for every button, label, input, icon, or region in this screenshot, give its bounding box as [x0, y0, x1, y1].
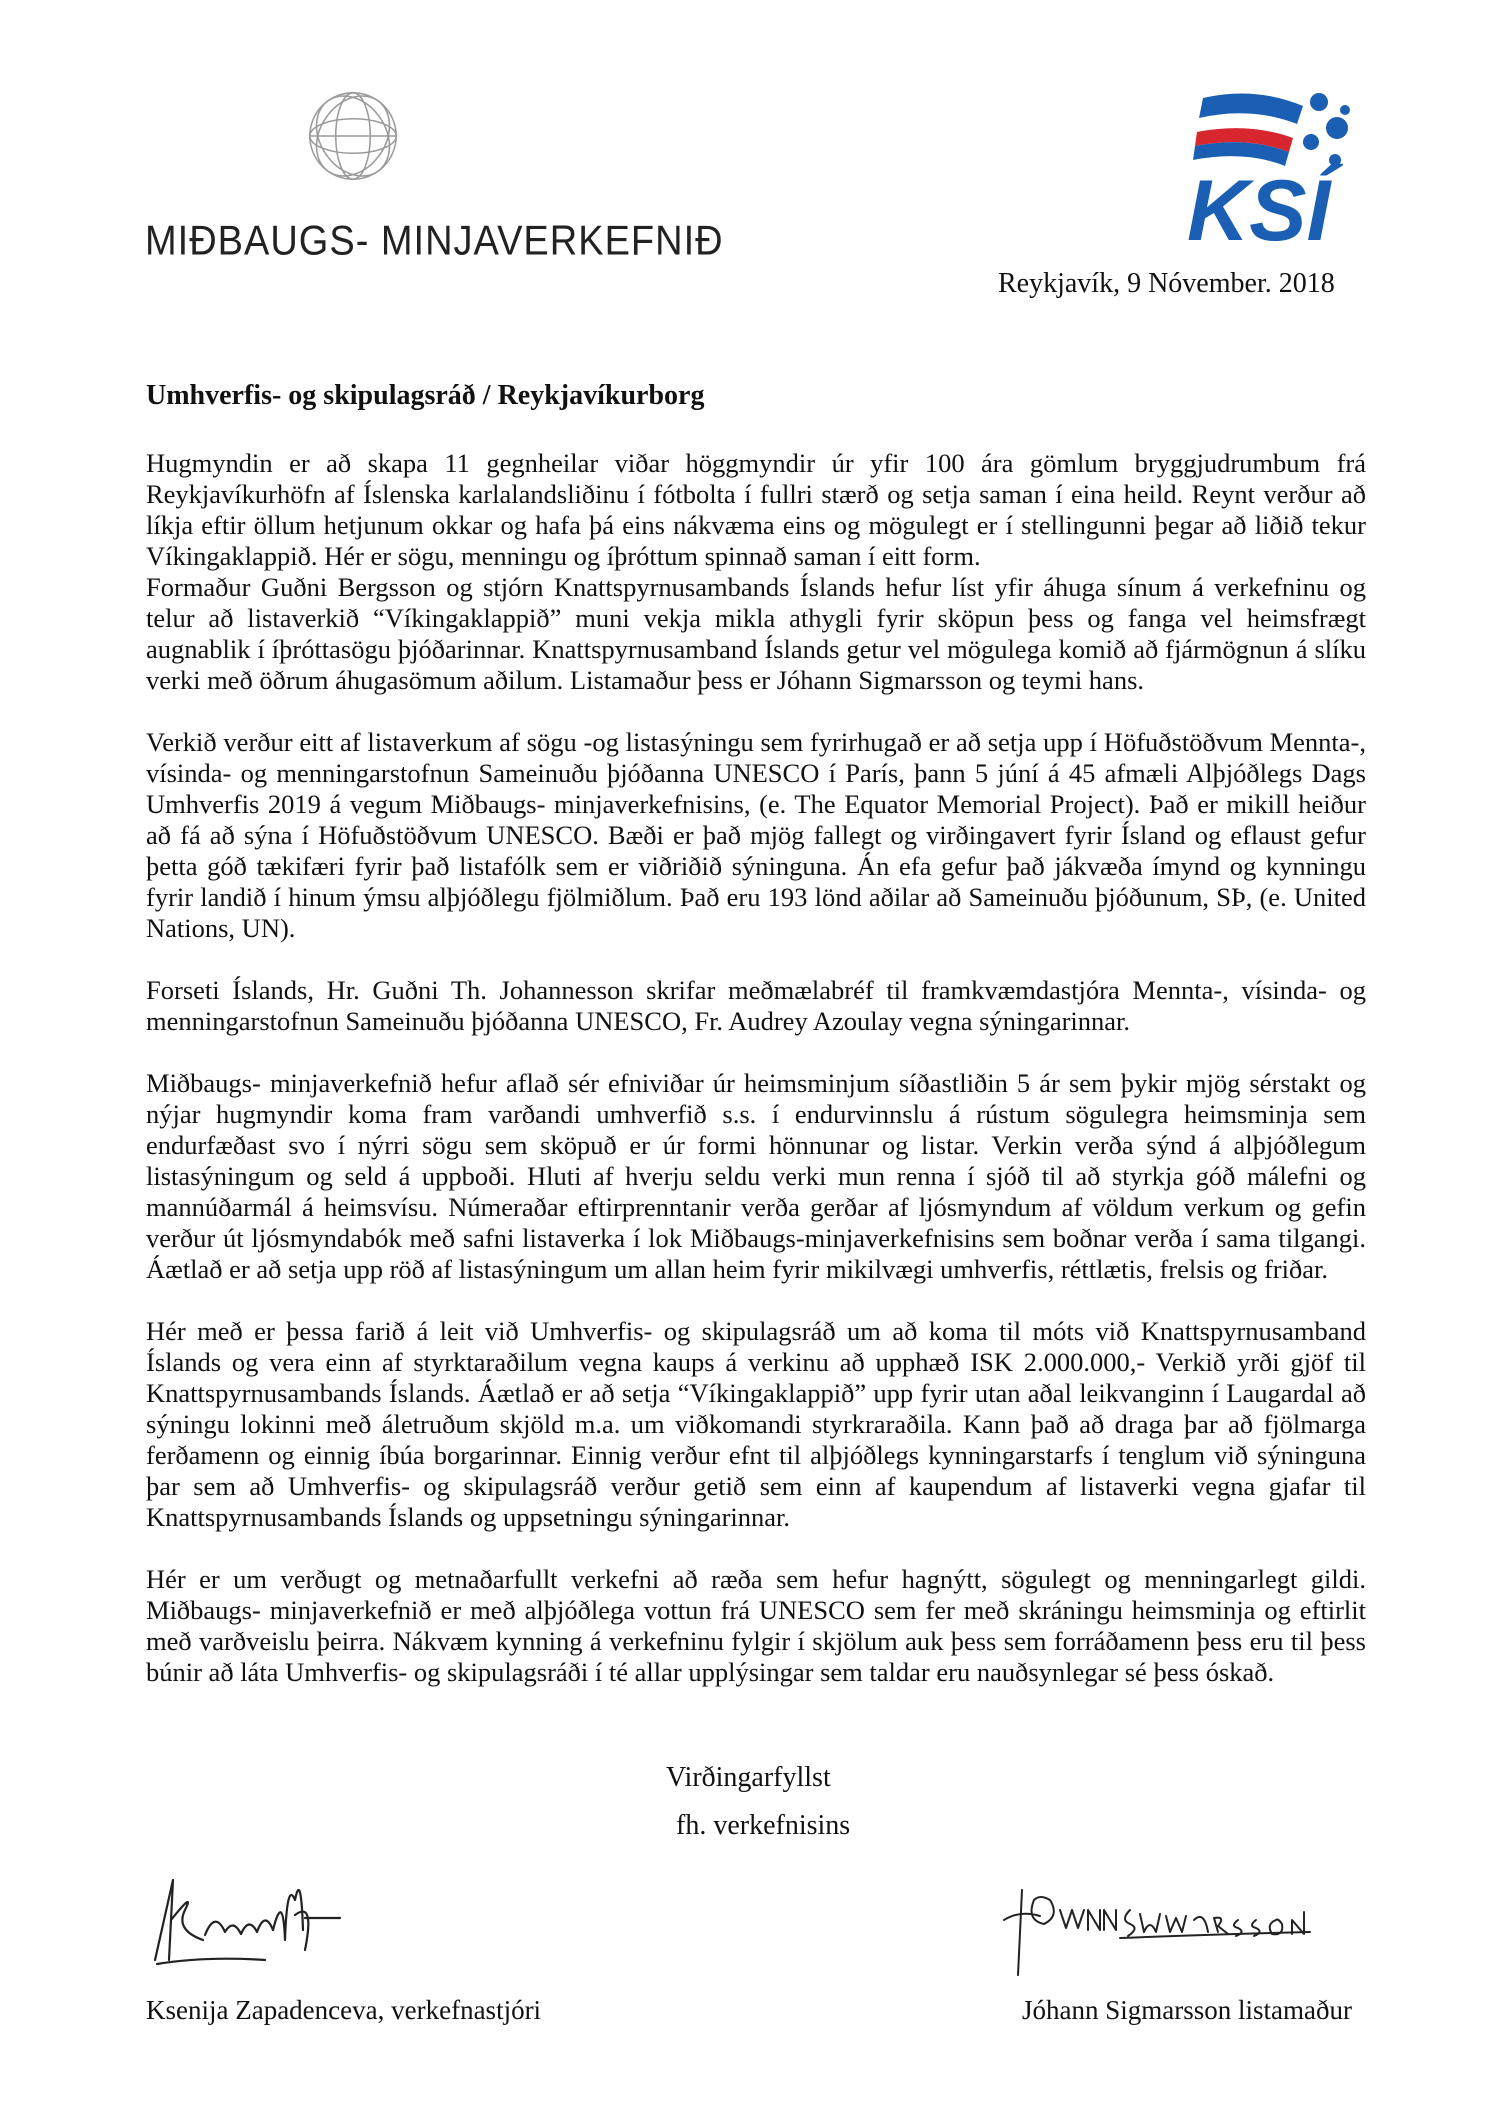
signer-right-name: Jóhann Sigmarsson listamaður	[1022, 1995, 1352, 2025]
ksi-emblem-icon	[1185, 88, 1360, 248]
signer-left-name: Ksenija Zapadenceva, verkefnastjóri	[146, 1995, 542, 2025]
letter-body	[146, 448, 1366, 1688]
paragraph-4: Forseti Íslands, Hr. Guðni Th. Johannesson skrifar meðmælabréf til framkvæmdastjóra Mennta-, vísinda- og menningarstofnun Sameinuðu þjóðanna UNESCO, Fr. Audrey Azoulay vegna sýningarinnar.	[146, 975, 1366, 1036]
paragraph-6: Hér með er þessa farið á leit við Umhverfis- og skipulagsráð um að koma til móts við Knattspyrnusamband Íslands og vera einn af styrktaraðilum vegna kaups á verkinu að upphæð ISK 2.000.000,- Verkið yrði gjöf til Knattspyrnusambands Íslands. Áætlað er að setja “Víkingaklappið” upp fyrir utan aðal leikvanginn í Laugardal að sýningu lokinni með áletruðum skjöld m.a. um viðkomandi styrkraraðila. Kann það að draga þar að fjölmarga ferðamenn og einnig íbúa borgarinnar. Einnig verður efnt til alþjóðlegs kynningarstarfs í tenglum við sýninguna þar sem að Umhverfis- og skipulagsráð verður getið sem einn af kaupendum af listaverki vegna gjafar til Knattspyrnusambands Íslands og uppsetningu sýningarinnar.	[146, 1316, 1366, 1532]
recipient-heading: Umhverfis- og skipulagsráð / Reykjavíkurborg	[146, 380, 705, 411]
signature-right	[1000, 1880, 1340, 1980]
closing-salutation: Virðingarfyllst	[666, 1762, 831, 1793]
midbaugs-logo	[145, 88, 724, 268]
closing-on-behalf: fh. verkefnisins	[676, 1810, 851, 1841]
paragraph-2: Formaður Guðni Bergsson og stjórn Knattspyrnusambands Íslands hefur líst yfir áhuga sínum á verkefninu og telur að listaverkið “Víkingaklappið” muni vekja mikla athygli fyrir sköpun þess og fanga vel heimsfrægt augnablik í íþróttasögu þjóðarinnar. Knattspyrnusamband Íslands getur vel mögulega komið að fjármögnun á slíku verki með öðrum áhugasömum aðilum. Listamaður þess er Jóhann Sigmarsson og teymi hans.	[146, 572, 1366, 695]
ksi-logo-text: KSÍ	[1187, 163, 1331, 248]
globe-icon	[305, 88, 401, 184]
paragraph-3: Verkið verður eitt af listaverkum af sögu -og listasýningu sem fyrirhugað er að setja upp í Höfuðstöðvum Mennta-, vísinda- og menningarstofnun Sameinuðu þjóðanna UNESCO í París, þann 5 júní á 45 afmæli Alþjóðlegs Dags Umhverfis 2019 á vegum Miðbaugs- minjaverkefnisins, (e. The Equator Memorial Project). Það er mikill heiður að fá að sýna í Höfuðstöðvum UNESCO. Bæði er það mjög fallegt og virðingavert fyrir Ísland og eflaust gefur þetta góð tækifæri fyrir það listafólk sem er viðriðið sýninguna. Án efa gefur það jákvæða ímynd og kynningu fyrir landið í hinum ýmsu alþjóðlegu fjölmiðlum. Það eru 193 lönd aðilar að Sameinuðu þjóðunum, SÞ, (e. United Nations, UN).	[146, 727, 1366, 943]
paragraph-1: Hugmyndin er að skapa 11 gegnheilar viðar höggmyndir úr yfir 100 ára gömlum bryggjudrumbum frá Reykjavíkurhöfn af Íslenska karlalandsliðinu í fótbolta í fullri stærð og setja saman í eina heild. Reynt verður að líkja eftir öllum hetjunum okkar og hafa þá eins nákvæma eins og mögulegt er í stellingunni þegar að liðið tekur Víkingaklappið. Hér er sögu, menningu og íþróttum spinnað saman í eitt form.	[146, 448, 1366, 571]
letter-date: Reykjavík, 9 Nóvember. 2018	[998, 268, 1335, 299]
paragraph-7: Hér er um verðugt og metnaðarfullt verkefni að ræða sem hefur hagnýtt, sögulegt og menningarlegt gildi. Miðbaugs- minjaverkefnið er með alþjóðlega vottun frá UNESCO sem fer með skráningu heimsminja og eftirlit með varðveislu þeirra. Nákvæm kynning á verkefninu fylgir í skjölum auk þess sem forráðamenn þess eru til þess búnir að láta Umhverfis- og skipulagsráði í té allar upplýsingar sem taldar eru nauðsynlegar sé þess óskað.	[146, 1564, 1366, 1687]
signature-left	[145, 1860, 345, 1980]
ksi-logo	[1185, 88, 1360, 248]
midbaugs-logo-text: MIÐBAUGS- MINJAVERKEFNIÐ	[145, 218, 724, 265]
paragraph-5: Miðbaugs- minjaverkefnið hefur aflað sér efniviðar úr heimsminjum síðastliðin 5 ár sem þykir mjög sérstakt og nýjar hugmyndir koma fram varðandi umhverfið s.s. í endurvinnslu á rústum sögulegra heimsminja sem endurfæðast svo í nýrri sögu sem sköpuð er úr formi hönnunar og listar. Verkin verða sýnd á alþjóðlegum listasýningum og seld á uppboði. Hluti af hverju seldu verki mun renna í sjóð til að styrkja góð málefni og mannúðarmál á heimsvísu. Númeraðar eftirprenntanir verða gerðar af ljósmyndum af völdum verkum og gefin verður út ljósmyndabók með safni listaverka í lok Miðbaugs-minjaverkefnisins sem boðnar verða í sama tilgangi. Áætlað er að setja upp röð af listasýningum um allan heim fyrir mikilvægi umhverfis, réttlætis, frelsis og friðar.	[146, 1068, 1366, 1284]
